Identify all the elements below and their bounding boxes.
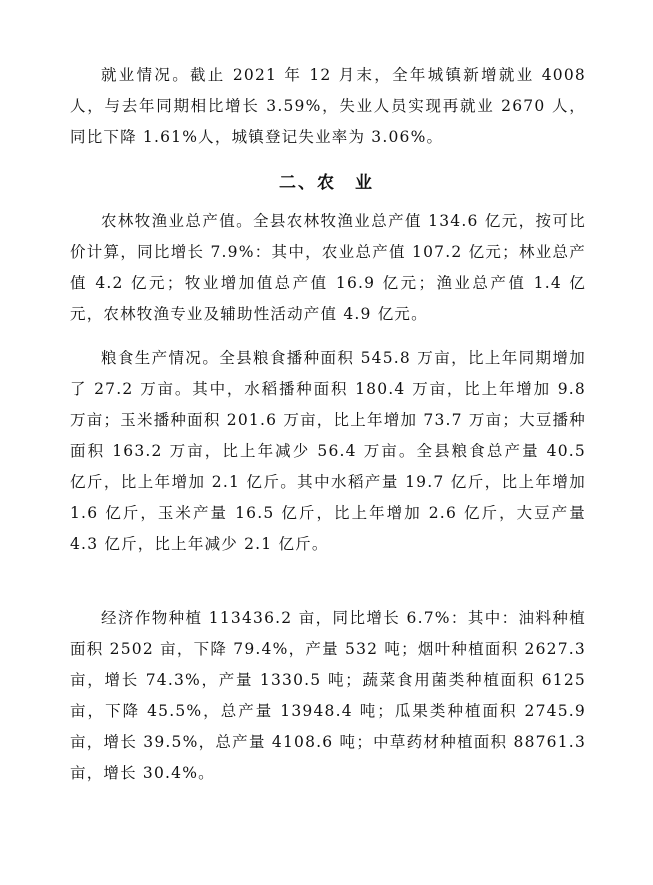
grain-production-paragraph: 粮食生产情况。全县粮食播种面积 545.8 万亩，比上年同期增加了 27.2 万亩。其中，水稻播种面积 180.4 万亩，比上年增加 9.8 万亩；玉米播种面积 201.6 万亩，比上年增加 73.7 万亩；大豆播种面积 163.2 万亩，比上年减少 56.4 万亩。全县粮食总产量 40.5 亿斤，比上年增加 2.1 亿斤。其中水稻产量 19.7 亿斤，比上年增加 1.6 亿斤，玉米产量 16.5 亿斤，比上年增加 2.6 亿斤，大豆产量 4.3 亿斤，比上年减少 2.1 亿斤。: [70, 349, 586, 553]
output-value-paragraph: 农林牧渔业总产值。全县农林牧渔业总产值 134.6 亿元，按可比价计算，同比增长 7.9%：其中，农业总产值 107.2 亿元；林业总产值 4.2 亿元；牧业增加值总产值 16.9 亿元；渔业总产值 1.4 亿元，农林牧渔专业及辅助性活动产值 4.9 亿元。: [70, 212, 586, 323]
section-heading-agriculture: 二、农 业: [279, 173, 374, 193]
cash-crops-paragraph: 经济作物种植 113436.2 亩，同比增长 6.7%：其中：油料种植面积 2502 亩，下降 79.4%，产量 532 吨；烟叶种植面积 2627.3 亩，增长 74.3%，产量 1330.5 吨；蔬菜食用菌类种植面积 6125 亩，下降 45.5%，总产量 13948.4 吨；瓜果类种植面积 2745.9 亩，增长 39.5%，总产量 4108.6 吨；中草药材种植面积 88761.3 亩，增长 30.4%。: [70, 609, 586, 782]
employment-paragraph: 就业情况。截止 2021 年 12 月末，全年城镇新增就业 4008 人，与去年同期相比增长 3.59%，失业人员实现再就业 2670 人，同比下降 1.61%人，城镇登记失业率为 3.06%。: [70, 66, 586, 146]
